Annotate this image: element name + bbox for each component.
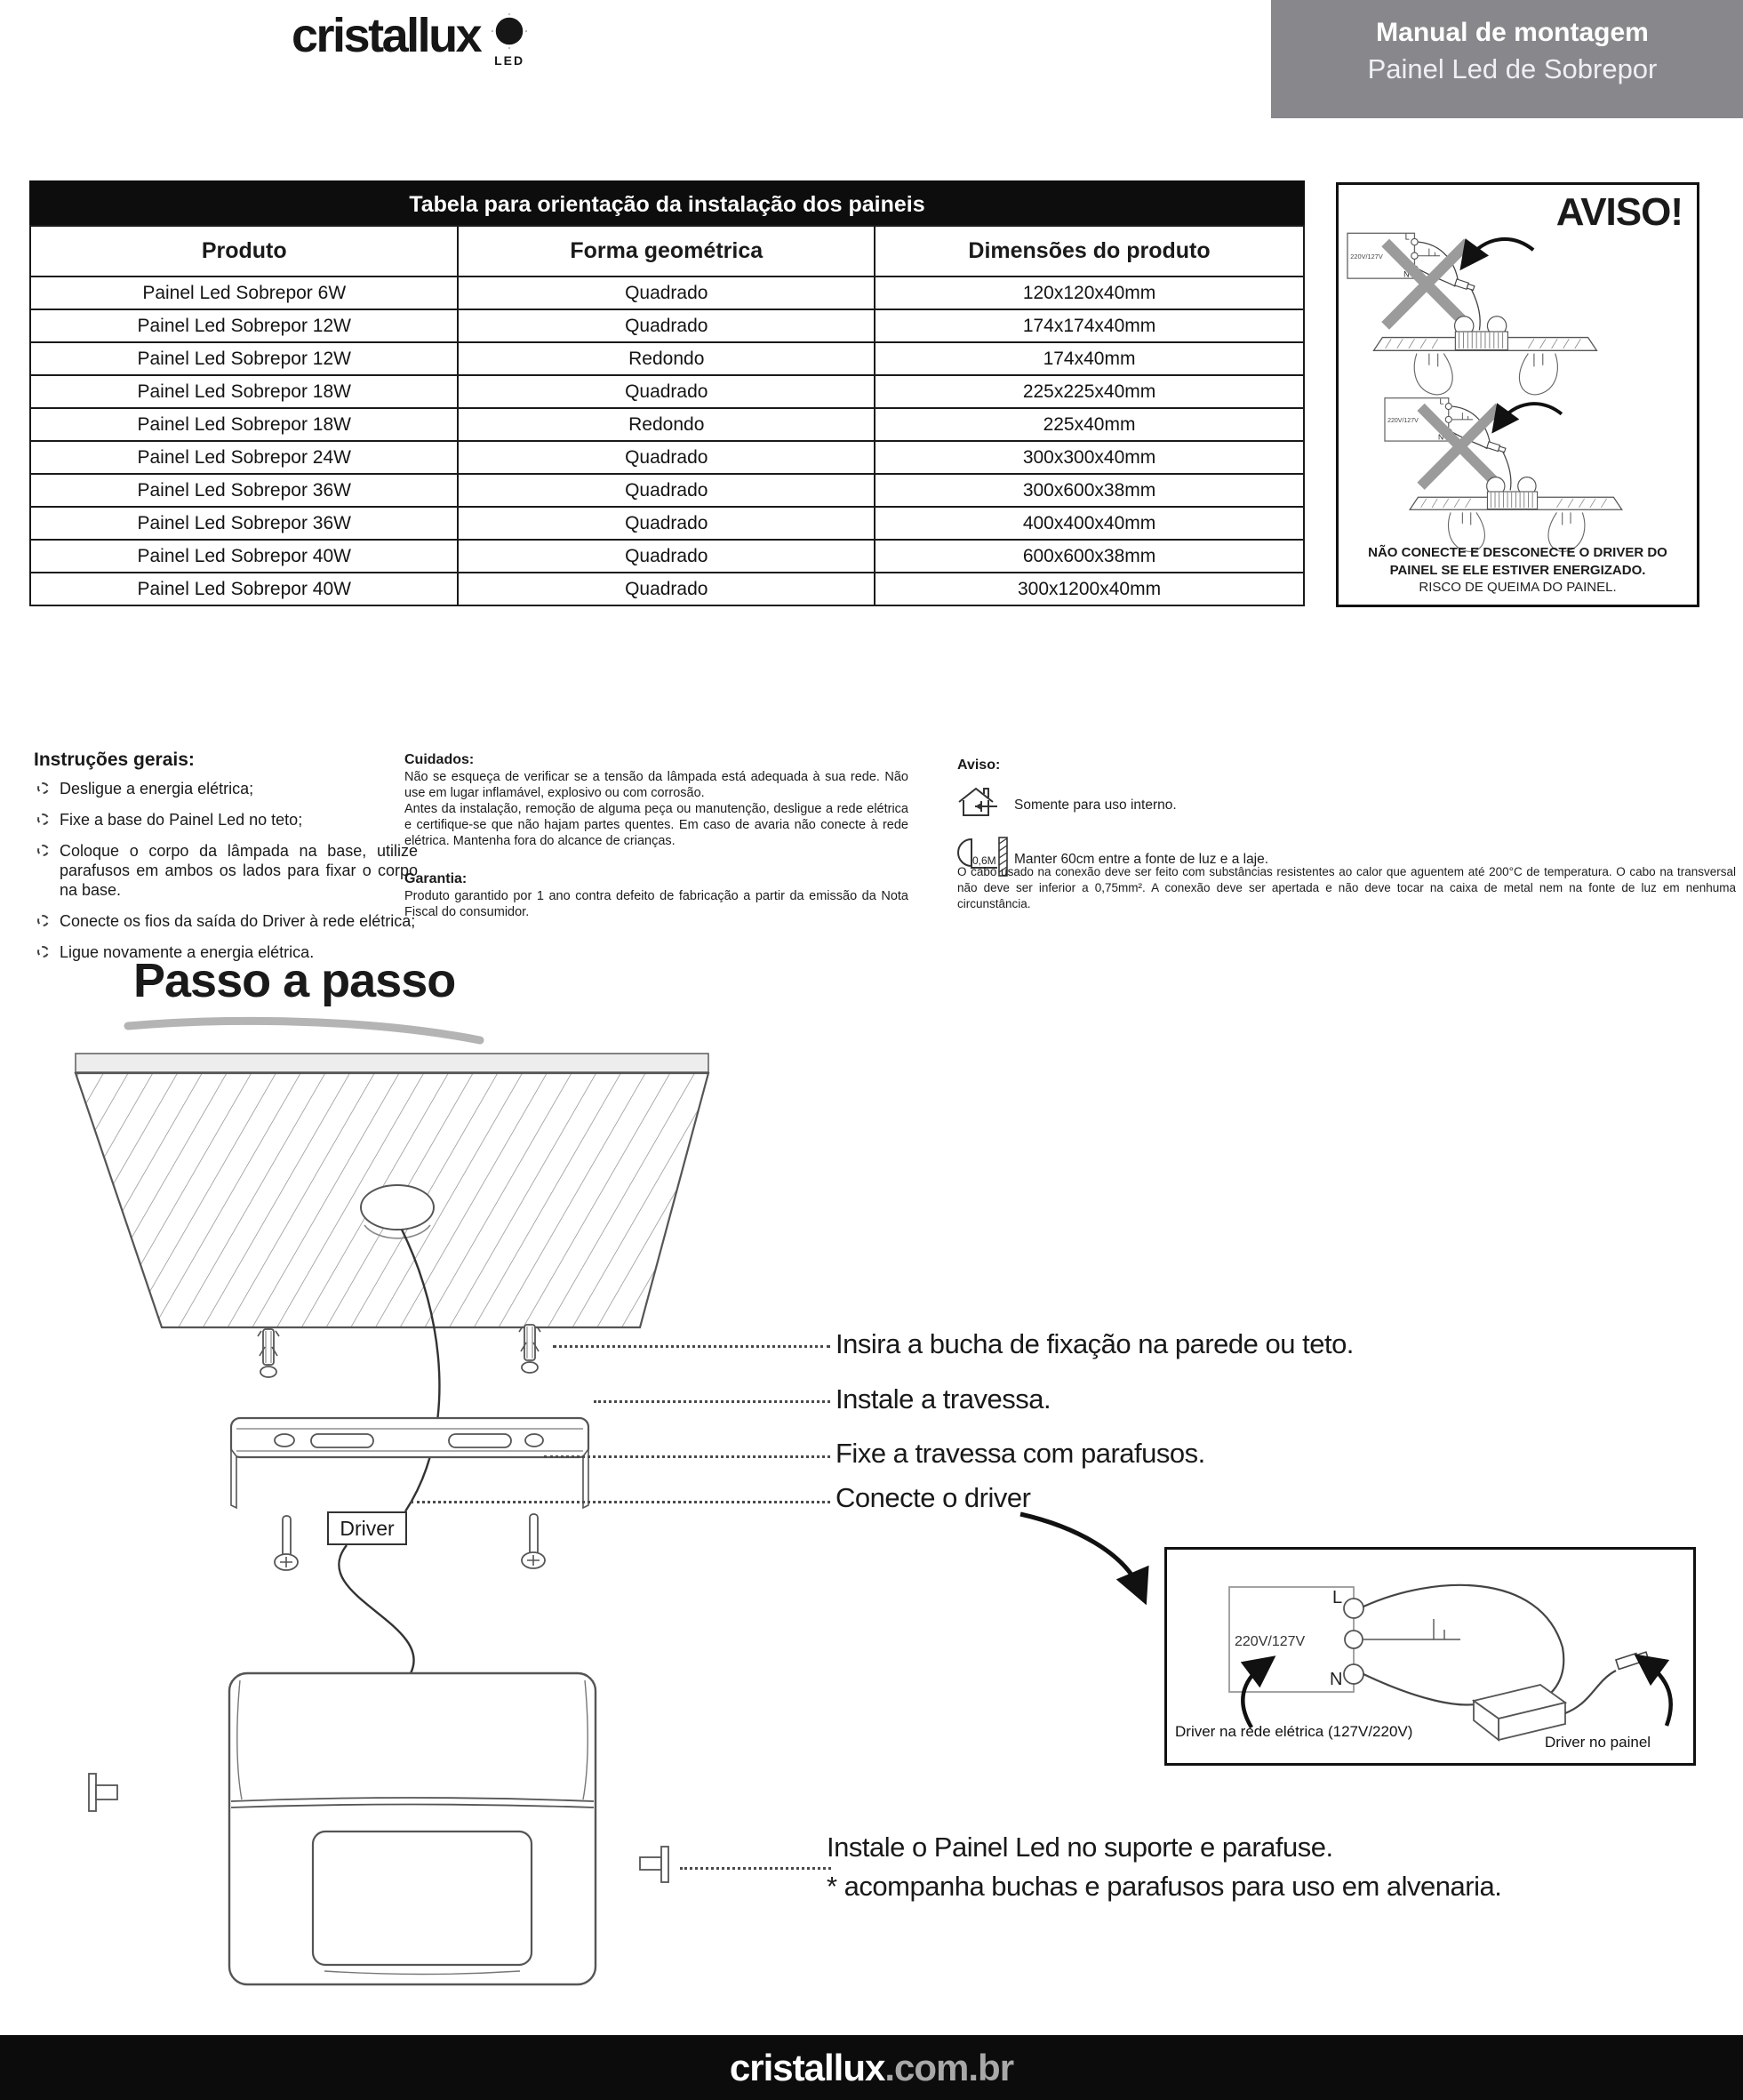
warning-text-normal: RISCO DE QUEIMA DO PAINEL. [1419,579,1617,595]
instruction-text: Fixe a base do Painel Led no teto; [60,810,303,829]
table-cell: Painel Led Sobrepor 12W [30,342,458,375]
table-cell: Quadrado [458,375,875,408]
table-cell: Painel Led Sobrepor 18W [30,408,458,441]
notice-item [957,786,1738,824]
table-cell: Quadrado [458,474,875,507]
care-title: Cuidados: [404,752,475,767]
bracket-screw-left [275,1516,298,1570]
crystal-icon [485,7,533,55]
product-table [29,225,1305,606]
table-cell: 300x600x38mm [875,474,1304,507]
warning-box [1336,182,1699,607]
table-header-row [30,226,1304,277]
care-paragraph: Antes da instalação, remoção de alguma peça ou manutenção, desligue a rede elétrica e certifique-se que não hajam partes quentes. Em caso de avaria não conecte à rede elétrica. Mantenha fora do alcance de crianças. [404,801,908,848]
terminal-l-label: L [1332,1588,1343,1607]
banner-subtitle: Painel Led de Sobrepor [1367,53,1658,84]
header-banner [1271,0,1743,118]
table-cell: 120x120x40mm [875,277,1304,309]
brand-logo-led-label: LED [494,53,525,68]
step-label-driver: Conecte o driver [836,1482,1031,1513]
warning-text [1346,544,1690,596]
table-row [30,441,1304,474]
leader-line-bracket [594,1400,830,1403]
table-cell: 225x40mm [875,408,1304,441]
warranty-text: Produto garantido por 1 ano contra defeito de fabricação a partir da emissão da Nota Fiscal do consumidor. [404,888,908,919]
table-cell: Painel Led Sobrepor 40W [30,573,458,605]
step-label-install-panel: Instale o Painel Led no suporte e parafuse. [827,1831,1333,1863]
brand-logo-text: cristallux [292,9,481,62]
general-instructions [34,749,418,974]
connector-plug [1616,1650,1649,1669]
wire-neutral [1363,1674,1483,1704]
brand-logo [292,7,533,68]
table-title: Tabela para orientação da instalação dos paineis [29,180,1305,225]
dashed-circle-bullet-icon [37,915,49,926]
table-cell: Redondo [458,342,875,375]
leader-line-anchor [553,1345,830,1348]
ceiling-hole [361,1185,434,1230]
arrow-right [1647,1663,1671,1726]
dashed-circle-bullet-icon [37,946,49,958]
list-item [34,912,418,932]
warning-box-title: AVISO! [1555,190,1683,234]
warning-diagram-top [1347,233,1596,395]
instructions-title: Instruções gerais: [34,749,195,770]
dashed-circle-bullet-icon [37,845,49,856]
table-cell: 225x225x40mm [875,375,1304,408]
bracket-screw-right [522,1514,545,1568]
table-row [30,573,1304,605]
step-label-note: * acompanha buchas e parafusos para uso em alvenaria. [827,1871,1502,1902]
table-cell: 174x40mm [875,342,1304,375]
care-paragraph: Não se esqueça de verificar se a tensão da lâmpada está adequada à sua rede. Não use em lugar inflamável, explosivo ou com corrosão. [404,770,908,800]
table-cell: Quadrado [458,309,875,342]
table-cell: Quadrado [458,507,875,540]
instruction-text: Coloque o corpo da lâmpada na base, utilize parafusos em ambos os lados para fixar o corpo na base. [60,841,418,899]
table-cell: Quadrado [458,277,875,309]
list-item [34,811,418,830]
instruction-text: Ligue novamente a energia elétrica. [60,942,315,961]
table-cell: Painel Led Sobrepor 18W [30,375,458,408]
footer-bar [0,2035,1743,2100]
table-cell: Painel Led Sobrepor 40W [30,540,458,573]
driver-arrow [1004,1507,1164,1605]
wall-anchor-left [258,1329,279,1377]
step-by-step-title: Passo a passo [133,954,456,1007]
voltage-label: 220V/127V [1235,1634,1306,1649]
driver-label-box: Driver [327,1511,407,1545]
notice-item-text: Manter 60cm entre a fonte de luz e a laje. [1014,851,1269,867]
table-row [30,540,1304,573]
table-body [30,277,1304,605]
table-cell: Quadrado [458,540,875,573]
table-cell: Quadrado [458,441,875,474]
panel-diffuser [313,1831,532,1965]
dashed-circle-bullet-icon [37,814,49,825]
notice-section [957,757,1738,882]
table-cell: 400x400x40mm [875,507,1304,540]
warranty-title: Garantia: [404,870,468,886]
leader-line-driver [411,1501,830,1503]
warning-diagram-bottom [1385,397,1622,552]
table-cell: Painel Led Sobrepor 6W [30,277,458,309]
list-item [34,842,418,901]
warning-text-bold: NÃO CONECTE E DESCONECTE O DRIVER DO PAINEL SE ELE ESTIVER ENERGIZADO. [1368,545,1667,578]
wiring-label-mains: Driver na rede elétrica (127V/220V) [1175,1723,1413,1740]
table-row [30,375,1304,408]
side-screw-right [640,1847,668,1882]
table-cell: Painel Led Sobrepor 36W [30,474,458,507]
wiring-label-panel: Driver no painel [1545,1734,1651,1751]
panel-wire [339,1545,413,1673]
wall-anchor-right [519,1325,540,1373]
ceiling-panel [76,1054,708,1327]
table-row [30,408,1304,441]
dashed-circle-bullet-icon [37,782,49,794]
col-header-produto: Produto [30,226,458,277]
footer-site-name: cristallux [729,2046,885,2088]
col-header-dimensoes: Dimensões do produto [875,226,1304,277]
table-cell: Redondo [458,408,875,441]
driver-cable [1565,1671,1616,1713]
table-cell: Painel Led Sobrepor 12W [30,309,458,342]
table-row [30,474,1304,507]
terminal-n-label: N [1330,1670,1343,1689]
leader-line-screws [544,1455,830,1458]
table-cell: 300x1200x40mm [875,573,1304,605]
house-icon [957,786,998,820]
leader-line-panel [680,1867,831,1870]
table-row [30,309,1304,342]
table-cell: Painel Led Sobrepor 24W [30,441,458,474]
product-table-section [29,180,1305,606]
footer-site-suffix: .com.br [884,2046,1014,2088]
banner-title: Manual de montagem [1376,18,1649,47]
notice-title: Aviso: [957,757,1001,773]
warranty-section [404,871,908,921]
step-label-anchor: Insira a bucha de fixação na parede ou teto. [836,1328,1354,1359]
mounting-bracket [231,1418,588,1508]
table-cell: Quadrado [458,573,875,605]
col-header-forma: Forma geométrica [458,226,875,277]
list-item [34,780,418,799]
cable-note: O cabo usado na conexão deve ser feito com substâncias resistentes ao calor que aguentem até 200°C de temperatura. O cabo na transversal não deve ser inferior a 0,75mm². A conexão deve ser apertada e não deve tocar na caixa de metal nem na fonte de luz em nenhuma circunstância. [957,865,1736,911]
table-cell: 174x174x40mm [875,309,1304,342]
warning-diagrams: 220V/127V L [1339,185,1697,605]
side-screw-left [89,1774,117,1811]
step-label-screws: Fixe a travessa com parafusos. [836,1438,1205,1469]
table-row [30,507,1304,540]
table-row [30,277,1304,309]
instruction-text: Desligue a energia elétrica; [60,780,254,798]
step-label-bracket: Instale a travessa. [836,1383,1051,1415]
table-cell: 600x600x38mm [875,540,1304,573]
notice-item-text: Somente para uso interno. [1014,797,1177,813]
table-cell: Painel Led Sobrepor 36W [30,507,458,540]
led-panel-body [229,1673,596,1984]
table-row [30,342,1304,375]
instruction-text: Conecte os fios da saída do Driver à rede elétrica; [60,911,416,930]
driver-unit [1474,1685,1565,1740]
ground-symbol [1363,1619,1460,1639]
table-cell: 300x300x40mm [875,441,1304,474]
care-section [404,752,908,921]
distance-label: 0,6M [972,854,996,867]
